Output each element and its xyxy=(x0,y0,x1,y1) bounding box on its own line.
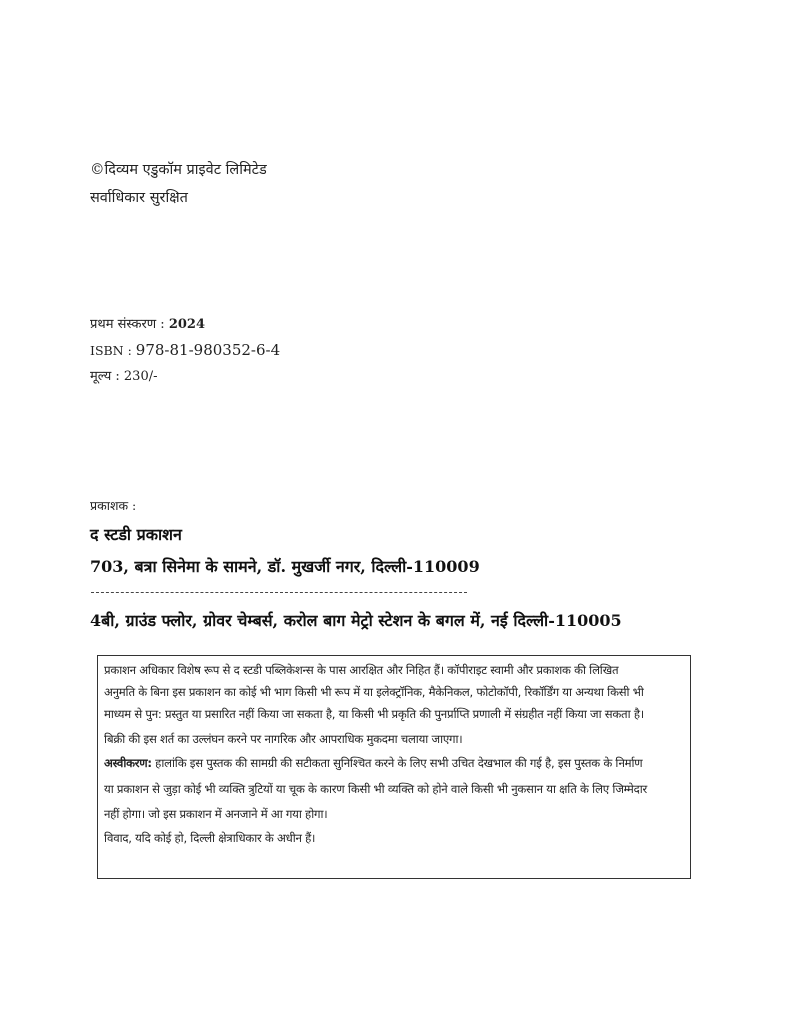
legal-notice-box xyxy=(97,655,691,879)
publisher-name: द स्टडी प्रकाशन xyxy=(90,525,182,544)
notice-line: माध्यम से पुन: प्रस्तुत या प्रसारित नहीं किया जा सकता है, या किसी भी प्रकृति की पुनर्प्राप्ति प्रणाली में संग्रहीत नहीं किया जा सकता है। xyxy=(104,707,644,721)
dashed-divider xyxy=(91,592,467,593)
copyright-holder: ©दिव्यम एडुकॉम प्राइवेट लिमिटेड xyxy=(90,162,267,178)
disclaimer-line xyxy=(104,755,642,771)
notice-line: प्रकाशन अधिकार विशेष रूप से द स्टडी पब्लिकेशन्स के पास आरक्षित और निहित हैं। कॉपीराइट स्वामी और प्रकाशक की लिखित xyxy=(104,663,619,677)
rights-reserved: सर्वाधिकार सुरक्षित xyxy=(90,190,188,206)
disclaimer-line: नहीं होगा। जो इस प्रकाशन में अनजाने में आ गया होगा। xyxy=(104,807,328,821)
disclaimer-text: हालांकि इस पुस्तक की सामग्री की सटीकता सुनिश्चित करने के लिए सभी उचित देखभाल की गई है, इस पुस्तक के निर्माण xyxy=(151,756,643,770)
publisher-label: प्रकाशक : xyxy=(90,498,137,513)
disclaimer-line: या प्रकाशन से जुड़ा कोई भी व्यक्ति त्रुटियों या चूक के कारण किसी भी व्यक्ति को होने वाले किसी भी नुकसान या क्षति के लिए जिम्मेदार xyxy=(104,782,647,796)
publisher-address-primary: 703, बत्रा सिनेमा के सामने, डॉ. मुखर्जी नगर, दिल्ली-110009 xyxy=(90,557,480,576)
edition-info xyxy=(90,316,205,334)
isbn-label: ISBN : xyxy=(90,343,136,358)
disclaimer-label: अस्वीकरण: xyxy=(104,756,152,770)
price-label: मूल्य : xyxy=(90,369,124,384)
edition-label: प्रथम संस्करण : xyxy=(90,317,169,332)
edition-year: 2024 xyxy=(168,317,205,332)
price-value: 230/- xyxy=(123,369,158,384)
isbn-info xyxy=(90,340,280,361)
publisher-address-secondary: 4बी, ग्राउंड फ्लोर, ग्रोवर चेम्बर्स, करोल बाग मेट्रो स्टेशन के बगल में, नई दिल्ली-110005 xyxy=(90,611,622,630)
notice-line: अनुमति के बिना इस प्रकाशन का कोई भी भाग किसी भी रूप में या इलेक्ट्रॉनिक, मैकेनिकल, फोटोकॉपी, रिकॉर्डिंग या अन्यथा किसी भी xyxy=(104,685,644,699)
price-info xyxy=(90,367,158,387)
jurisdiction-line: विवाद, यदि कोई हो, दिल्ली क्षेत्राधिकार के अधीन हैं। xyxy=(104,831,316,845)
notice-line: बिक्री की इस शर्त का उल्लंघन करने पर नागरिक और आपराधिक मुकदमा चलाया जाएगा। xyxy=(104,732,463,746)
isbn-value: 978-81-980352-6-4 xyxy=(135,341,281,359)
